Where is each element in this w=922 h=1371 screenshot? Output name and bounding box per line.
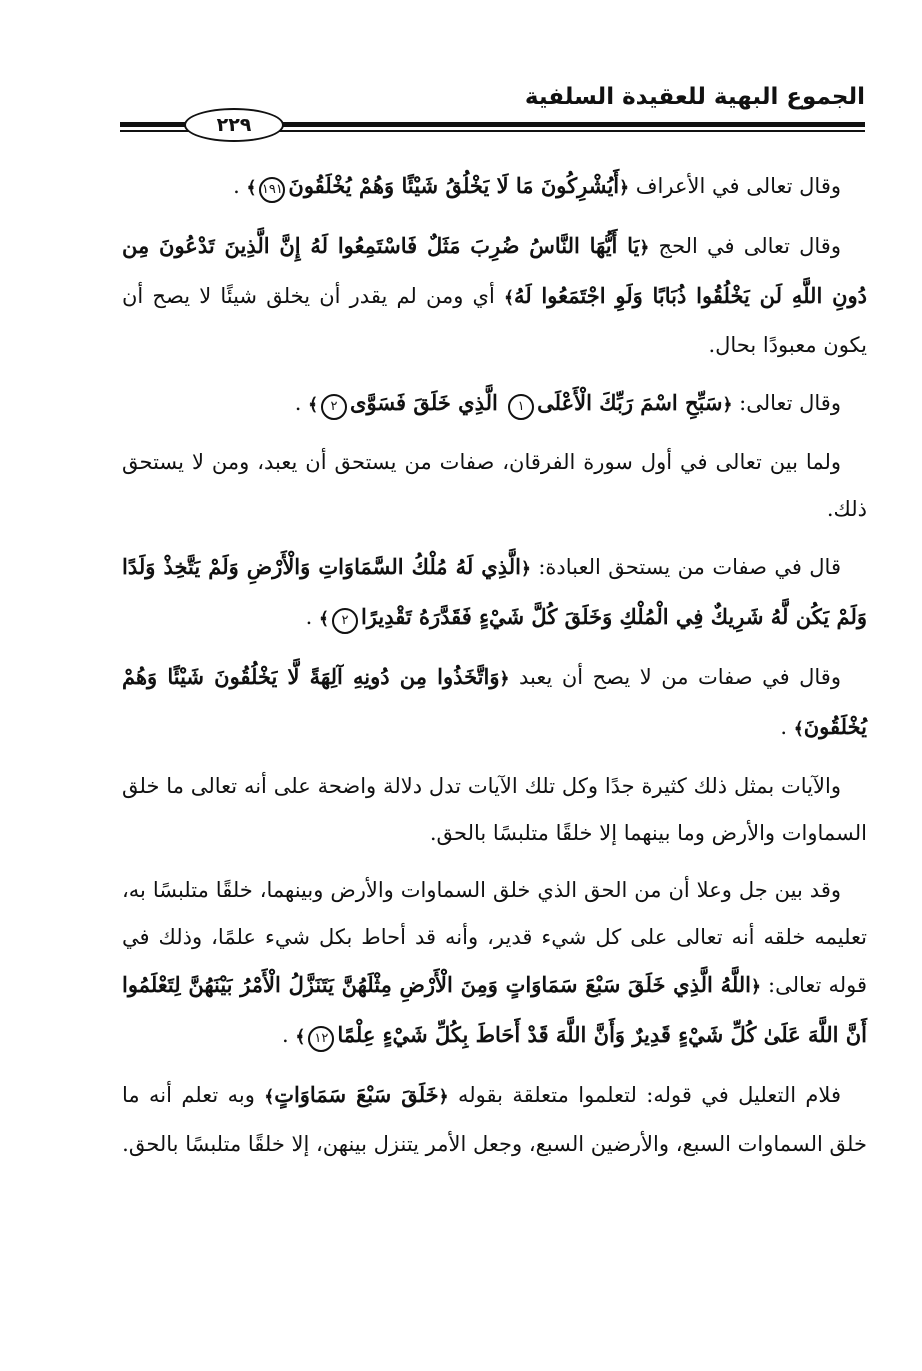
quran-bracket-open: ﴿	[520, 559, 531, 579]
paragraph-text: وقد بين جل وعلا أن من الحق الذي خلق السماوات والأرض وبينهما، خلقًا متلبسًا به، تعليمه خلقه أنه تعالى على كل شيء قدير، وأنه قد أحاط بكل شيء علمًا، وذلك في قوله تعالى:	[122, 878, 868, 997]
paragraph	[122, 543, 867, 643]
paragraph-text: وقال في صفات من لا يصح أن يعبد	[509, 665, 841, 689]
quran-verse: سَبِّحِ اسْمَ رَبِّكَ الْأَعْلَى	[537, 390, 723, 415]
paragraph-text: وقال تعالى في الأعراف	[629, 174, 841, 198]
book-title: الجموع البهية للعقيدة السلفية	[524, 84, 865, 110]
verse-number: ١	[508, 394, 534, 420]
paragraph-text: وقال تعالى:	[732, 391, 841, 415]
quran-bracket-open: ﴿	[639, 238, 650, 258]
paragraph	[122, 653, 867, 753]
paragraph-text: .	[282, 1023, 296, 1047]
paragraph-text: قال في صفات من يستحق العبادة:	[530, 555, 841, 579]
paragraph-text: فلام التعليل في قوله: لتعلموا متعلقة بقوله	[448, 1083, 841, 1107]
quran-bracket-close: ﴾	[793, 719, 804, 739]
quran-bracket-open: ﴿	[499, 669, 510, 689]
paragraph	[122, 162, 867, 212]
paragraph	[122, 867, 867, 1061]
quran-verse: الَّذِي لَهُ مُلْكُ السَّمَاوَاتِ وَالْأَرْضِ وَلَمْ يَتَّخِذْ وَلَدًا وَلَمْ يَكُن لَّهُ شَرِيكٌ فِي الْمُلْكِ وَخَلَقَ كُلَّ شَيْءٍ فَقَدَّرَهُ تَقْدِيرًا	[122, 554, 867, 629]
paragraph-text: .	[233, 174, 247, 198]
page-number: ٢٢٩	[184, 108, 284, 142]
quran-verse: وَاتَّخَذُوا مِن دُونِهِ آلِهَةً لَّا يَخْلُقُونَ شَيْئًا وَهُمْ يُخْلَقُونَ	[122, 664, 867, 739]
paragraph	[122, 222, 867, 369]
quran-bracket-open: ﴿	[751, 977, 761, 997]
quran-bracket-close: ﴾	[308, 395, 319, 415]
quran-bracket-close: ﴾	[318, 609, 329, 629]
verse-number: ٢	[321, 394, 347, 420]
paragraph-text: .	[305, 605, 319, 629]
paragraph-text: أي ومن لم يقدر أن يخلق شيئًا لا يصح أن يكون معبودًا بحال.	[122, 284, 867, 357]
paragraph-text: وقال تعالى في الحج	[649, 234, 841, 258]
paragraph-text: .	[780, 715, 794, 739]
quran-verse: يَا أَيُّهَا النَّاسُ ضُرِبَ مَثَلٌ فَاسْتَمِعُوا لَهُ إِنَّ الَّذِينَ تَدْعُونَ مِن دُونِ اللَّهِ لَن يَخْلُقُوا ذُبَابًا وَلَوِ اجْتَمَعُوا لَهُ	[122, 233, 867, 308]
page-header	[120, 82, 865, 138]
paragraph	[122, 763, 867, 857]
quran-bracket-close: ﴾	[264, 1087, 275, 1107]
paragraph	[122, 439, 867, 533]
paragraph-text: والآيات بمثل ذلك كثيرة جدًا وكل تلك الآيات تدل دلالة واضحة على أنه تعالى ما خلق السماوات والأرض وما بينهما إلا خلقًا متلبسًا بالحق.	[122, 774, 867, 845]
paragraph-text: .	[294, 391, 309, 415]
verse-number: ١٢	[308, 1026, 334, 1052]
quran-bracket-open: ﴿	[619, 178, 630, 198]
quran-verse: أَيُشْرِكُونَ مَا لَا يَخْلُقُ شَيْئًا وَهُمْ يُخْلَقُونَ	[288, 173, 620, 198]
quran-bracket-open: ﴿	[438, 1087, 449, 1107]
quran-bracket-close: ﴾	[295, 1027, 306, 1047]
paragraph-text: ولما بين تعالى في أول سورة الفرقان، صفات من يستحق أن يعبد، ومن لا يستحق ذلك.	[122, 450, 867, 521]
quran-verse: الَّذِي خَلَقَ فَسَوَّى	[350, 390, 506, 415]
verse-number: ٢	[332, 608, 358, 634]
paragraph	[122, 379, 867, 429]
verse-number: ١٩١	[259, 177, 285, 203]
page-body	[122, 162, 867, 1178]
paragraph	[122, 1071, 867, 1168]
quran-bracket-open: ﴿	[722, 395, 733, 415]
quran-bracket-close: ﴾	[504, 288, 514, 308]
quran-verse: خَلَقَ سَبْعَ سَمَاوَاتٍ	[274, 1082, 439, 1107]
quran-verse: اللَّهُ الَّذِي خَلَقَ سَبْعَ سَمَاوَاتٍ وَمِنَ الْأَرْضِ مِثْلَهُنَّ يَتَنَزَّلُ الْأَمْرُ بَيْنَهُنَّ لِتَعْلَمُوا أَنَّ اللَّهَ عَلَىٰ كُلِّ شَيْءٍ قَدِيرٌ وَأَنَّ اللَّهَ قَدْ أَحَاطَ بِكُلِّ شَيْءٍ عِلْمًا	[122, 972, 867, 1047]
paragraph-text: وبه تعلم أنه ما خلق السماوات السبع، والأرضين السبع، وجعل الأمر يتنزل بينهن، إلا خلقًا متلبسًا بالحق.	[122, 1083, 867, 1156]
quran-bracket-close: ﴾	[246, 178, 257, 198]
